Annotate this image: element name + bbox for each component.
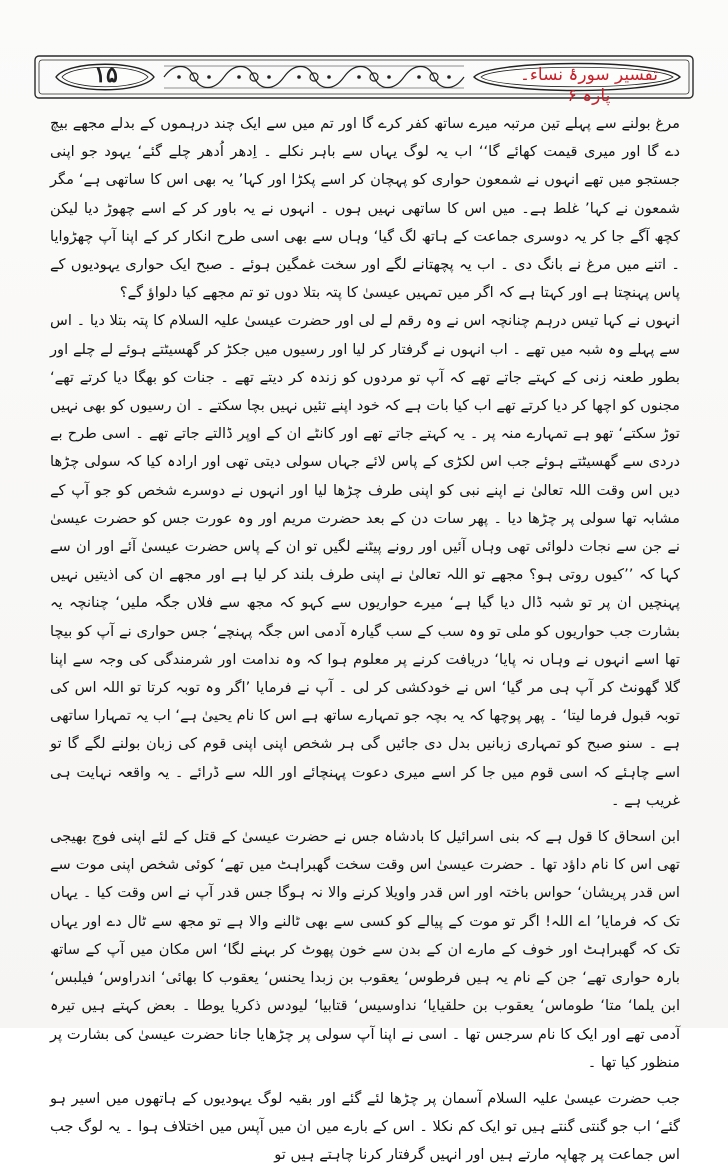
paragraph-4: جب حضرت عیسیٰ علیہ السلام آسمان پر چڑھا لئے گئے اور بقیہ لوگ یہودیوں کے ہاتھوں میں اسیر ہو گئے‘ اب جو گنتی گنتے ہیں تو ایک کم نکلا ۔ اس کے بارے میں ان میں آپس میں اختلاف ہوا ۔ یہ لوگ جب اس جماعت پر چھاپہ مارتے ہیں اور انہیں گرفتار کرنا چاہتے ہیں تو (50, 1089, 680, 1164)
body-text (50, 110, 680, 1164)
paragraph-3: ابن اسحاق کا قول ہے کہ بنی اسرائیل کا بادشاہ جس نے حضرت عیسیٰ کے قتل کے لئے اپنی فوج بھیجی تھی اس کا نام داؤد تھا ۔ حضرت عیسیٰ اس وقت سخت گھبراہٹ میں تھے‘ کوئی شخص اپنی موت سے اس قدر پریشان‘ حواس باختہ اور اس قدر واویلا کرنے والا نہ ہوگا جس قدر آپ نے اس وقت کیا ۔ یہاں تک کہ فرمایا’ اے اللہ! اگر تو موت کے پیالے کو کسی سے بھی ٹالنے والا ہے تو مجھ سے ٹال دے اور یہاں تک کہ گھبراہٹ اور خوف کے مارے ان کے بدن سے خون پھوٹ کر بہنے لگا‘ اس مکان میں آپ کے ساتھ بارہ حواری تھے‘ جن کے نام یہ ہیں فرطوس‘ یعقوب بن زبدا یحنس‘ یعقوب کا بھائی‘ اندراوس‘ فیلبس‘ ابن یلما‘ متا‘ طوماس‘ یعقوب بن حلقیایا‘ نداوسیس‘ قتابیا‘ لیودس ذکریا یوطا ۔ بعض کہتے ہیں تیرہ آدمی تھے اور ایک کا نام سرجس تھا ۔ اسی نے اپنا آپ سولی پر چڑھایا جانا حضرت عیسیٰ کی بشارت پر منظور کیا تھا ۔ (50, 828, 680, 1071)
paragraph-1: مرغ بولنے سے پہلے تین مرتبہ میرے ساتھ کفر کرے گا اور تم میں سے ایک چند درہموں کے بدلے مجھے بیچ دے گا اور میری قیمت کھائے گا‘‘ اب یہ لوگ یہاں سے باہر نکلے ۔ اِدھر اُدھر چلے گئے‘ یہود جو اپنی جستجو میں تھے انہوں نے شمعون حواری کو پہچان کر اسے پکڑا اور کہا’ یہ بھی اس کا ساتھی ہے‘ مگر شمعون نے کہا’ غلط ہے۔ میں اس کا ساتھی نہیں ہوں ۔ انہوں نے یہ باور کر کے اسے چھوڑ دیا لیکن کچھ آگے جا کر یہ دوسری جماعت کے ہاتھ لگ گیا‘ وہاں سے بھی اسی طرح انکار کر کے اپنا آپ چھڑوایا ۔ اتنے میں مرغ نے بانگ دی ۔ اب یہ پچھتانے لگے اور سخت غمگین ہوئے ۔ صبح ایک حواری یہودیوں کے پاس پہنچتا ہے اور کہتا ہے کہ اگر میں تمہیں عیسیٰ کا پتہ بتلا دوں تو تم مجھے کیا دلواؤ گے؟ (50, 115, 680, 302)
running-title: تفسیر سورۂ نساء۔ پارہ ۶ (519, 65, 659, 106)
page-number: ۱۵ (94, 62, 118, 88)
paragraph-2: انہوں نے کہا تیس درہم چنانچہ اس نے وہ رقم لے لی اور حضرت عیسیٰ علیہ السلام کا پتہ بتلا دیا ۔ اس سے پہلے وہ شبہ میں تھے ۔ اب انہوں نے گرفتار کر لیا اور رسیوں میں جکڑ کر گھسیٹتے ہوئے لے چلے اور بطور طعنہ زنی کے کہتے جاتے تھے کہ آپ تو مردوں کو زندہ کر دیتے تھے ۔ جنات کو بھگا دیا کرتے تھے‘ مجنوں کو اچھا کر دیا کرتے تھے اب کیا بات ہے کہ خود اپنے تئیں نہیں بچا سکتے ۔ ان رسیوں کو بھی نہیں توڑ سکتے‘ تھو ہے تمہارے منہ پر ۔ یہ کہتے جاتے تھے اور کانٹے ان کے اوپر ڈالتے جاتے تھے ۔ اسی طرح بے دردی سے گھسیٹتے ہوئے جب اس لکڑی کے پاس لائے جہاں سولی دیتی تھی اور ارادہ کیا کہ سولی چڑھا دیں اس وقت اللہ تعالیٰ نے اپنے نبی کو اپنی طرف چڑھا لیا اور انہوں نے دوسرے شخص کو جو آپ کے مشابہ تھا سولی پر چڑھا دیا ۔ پھر سات دن کے بعد حضرت مریم اور وہ عورت جس کو حضرت عیسیٰ نے جن سے نجات دلوائی تھی وہاں آئیں اور رونے پیٹنے لگیں تو ان کے پاس حضرت عیسیٰ آئے اور ان سے کہا کہ ’’کیوں روتی ہو؟ مجھے تو اللہ تعالیٰ نے اپنی طرف بلند کر لیا ہے اور مجھے ان کی اذیتیں نہیں پہنچیں ان پر تو شبہ ڈال دیا گیا ہے‘ میرے حواریوں سے کہو کہ مجھ سے فلاں جگہ ملیں‘ چنانچہ یہ بشارت جب حواریوں کو ملی تو وہ سب کے سب گیارہ آدمی اس جگہ پہنچے‘ جس حواری نے آپ کو بیچا تھا اسے انہوں نے وہاں نہ پایا‘ دریافت کرنے پر معلوم ہوا کہ وہ ندامت اور شرمندگی کی وجہ سے اپنا گلا گھونٹ کر آپ ہی مر گیا‘ اس نے خودکشی کر لی ۔ آپ نے فرمایا ’اگر وہ توبہ کرتا تو اللہ اس کی توبہ قبول فرما لیتا‘ ۔ پھر پوچھا کہ یہ بچہ جو تمہارے ساتھ ہے اس کا نام یحییٰ ہے‘ اب یہ تمہارا ساتھی ہے ۔ سنو صبح کو تمہاری زبانیں بدل دی جائیں گی ہر شخص اپنی اپنی قوم کی زبان بولنے لگے گا تو اسے چاہئے کہ اسی قوم میں جا کر اسے میری دعوت پہنچائے اور اللہ سے ڈرائے ۔ یہ واقعہ نہایت ہی غریب ہے ۔ (50, 312, 680, 809)
page-header (34, 54, 694, 106)
